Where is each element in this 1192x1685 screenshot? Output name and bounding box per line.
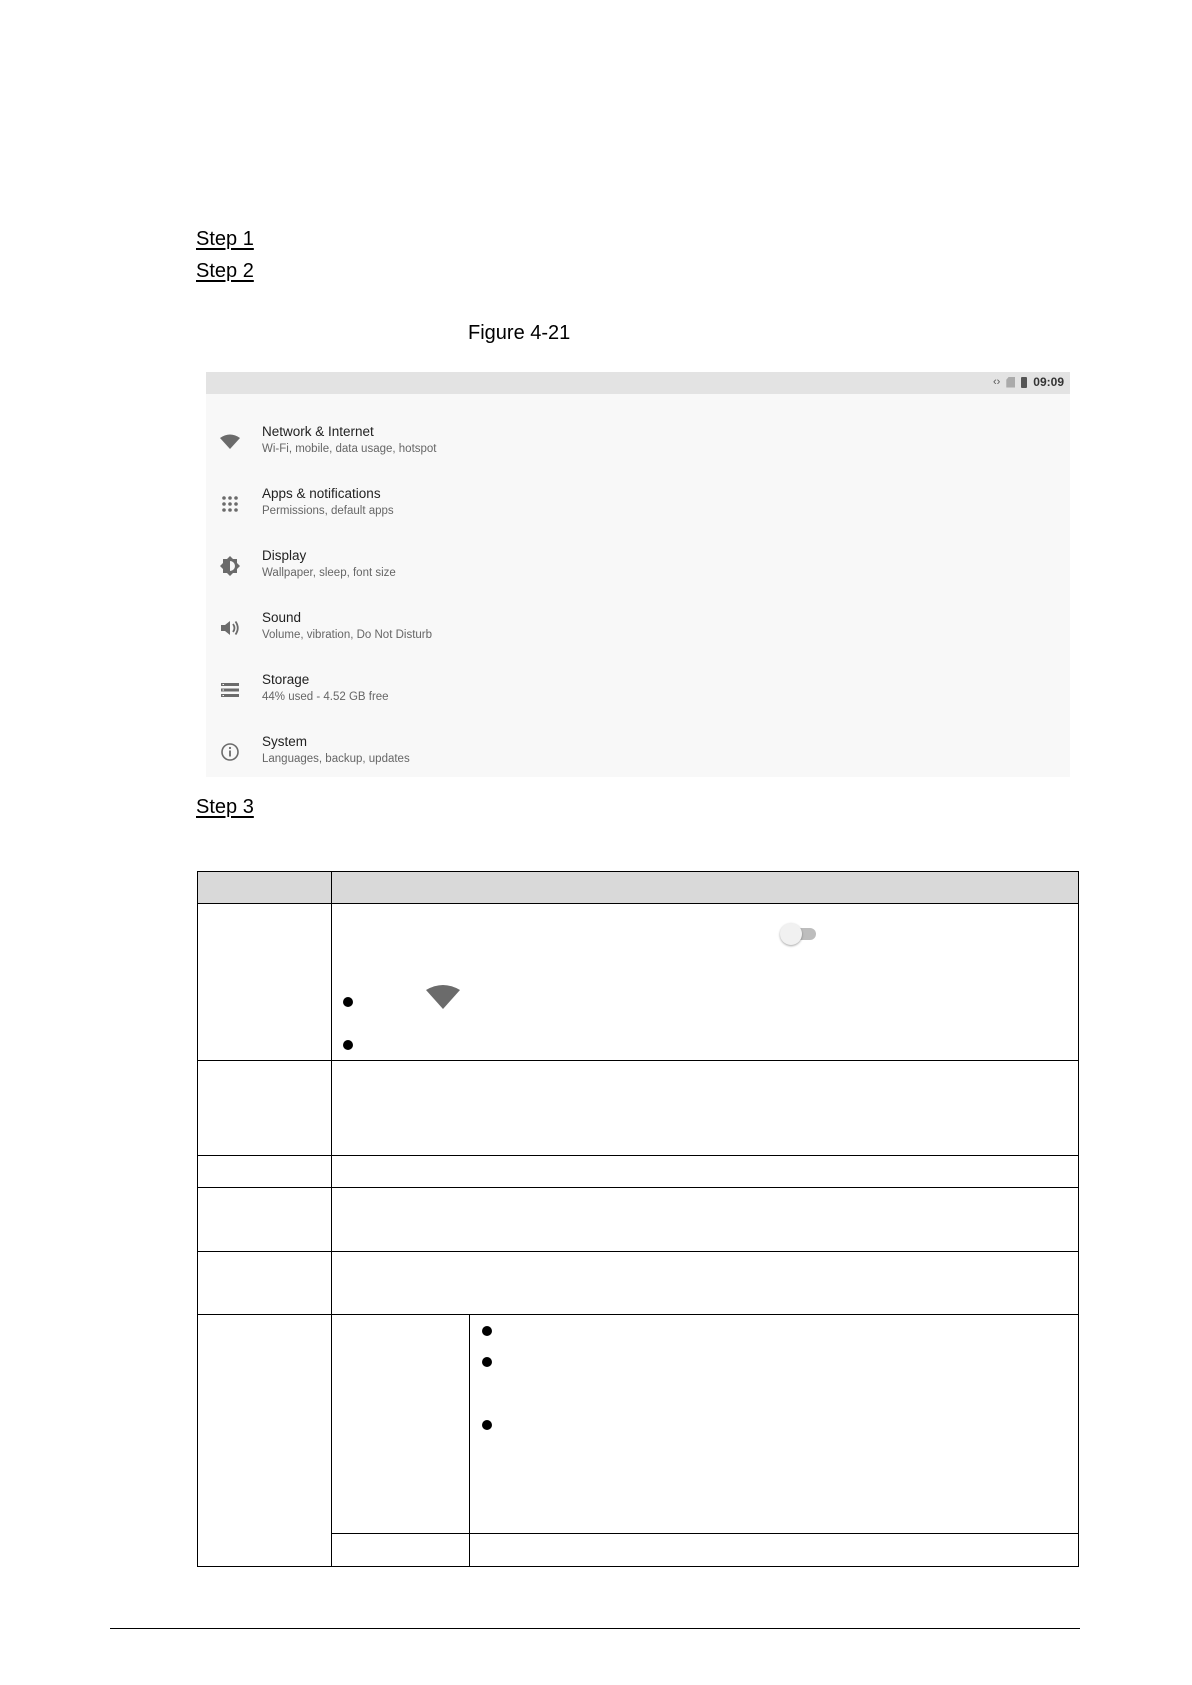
storage-icon: [220, 680, 240, 700]
list-bullet: [343, 997, 353, 1007]
settings-item-subtitle: 44% used - 4.52 GB free: [262, 691, 389, 703]
table-row-divider: [198, 1187, 1078, 1188]
settings-item-network[interactable]: [206, 412, 1070, 474]
table-row-divider: [198, 1060, 1078, 1061]
volume-icon: [220, 618, 240, 638]
table-row-divider: [198, 903, 1078, 904]
settings-item-apps[interactable]: [206, 474, 1070, 536]
settings-item-subtitle: Languages, backup, updates: [262, 753, 410, 765]
table-row-divider: [198, 1314, 1078, 1315]
table-subrow-divider: [331, 1533, 1078, 1534]
settings-item-sound[interactable]: [206, 598, 1070, 660]
settings-item-display[interactable]: [206, 536, 1070, 598]
data-transfer-icon: ‹›: [992, 376, 1001, 388]
table-border: [197, 871, 1079, 1567]
settings-item-system[interactable]: [206, 722, 1070, 784]
footer-rule: [110, 1628, 1080, 1629]
step-1-label: Step 1: [196, 228, 254, 250]
list-bullet: [343, 1040, 353, 1050]
wifi-icon: [220, 432, 240, 452]
list-bullet: [482, 1357, 492, 1367]
table-subcolumn-divider: [469, 1315, 470, 1566]
settings-item-title: Storage: [262, 672, 310, 687]
settings-item-title: Display: [262, 548, 307, 563]
settings-item-subtitle: Volume, vibration, Do Not Disturb: [262, 629, 433, 641]
list-bullet: [482, 1326, 492, 1336]
brightness-icon: [220, 556, 240, 576]
settings-item-title: Network & Internet: [262, 424, 374, 439]
settings-item-storage[interactable]: [206, 660, 1070, 722]
status-time: 09:09: [1033, 375, 1064, 389]
settings-item-title: Apps & notifications: [262, 486, 381, 501]
settings-item-subtitle: Wi-Fi, mobile, data usage, hotspot: [262, 443, 437, 455]
figure-caption: Figure 4-21: [468, 322, 571, 344]
step-3-label: Step 3: [196, 796, 254, 818]
settings-item-subtitle: Wallpaper, sleep, font size: [262, 567, 396, 579]
table-row-divider: [198, 1251, 1078, 1252]
settings-item-title: Sound: [262, 610, 302, 625]
list-bullet: [482, 1420, 492, 1430]
no-sim-icon: [1006, 377, 1015, 388]
status-bar: [206, 372, 1070, 394]
toggle-knob: [780, 923, 802, 945]
info-icon: [220, 742, 240, 762]
apps-grid-icon: [220, 494, 240, 514]
settings-item-title: System: [262, 734, 308, 749]
status-icons: [993, 375, 1064, 389]
table-column-divider: [331, 872, 332, 1566]
wifi-icon: [426, 984, 460, 1010]
step-2-label: Step 2: [196, 260, 254, 282]
settings-item-subtitle: Permissions, default apps: [262, 505, 394, 517]
table-row-divider: [198, 1155, 1078, 1156]
settings-screenshot: [206, 372, 1070, 777]
battery-icon: [1021, 377, 1027, 388]
